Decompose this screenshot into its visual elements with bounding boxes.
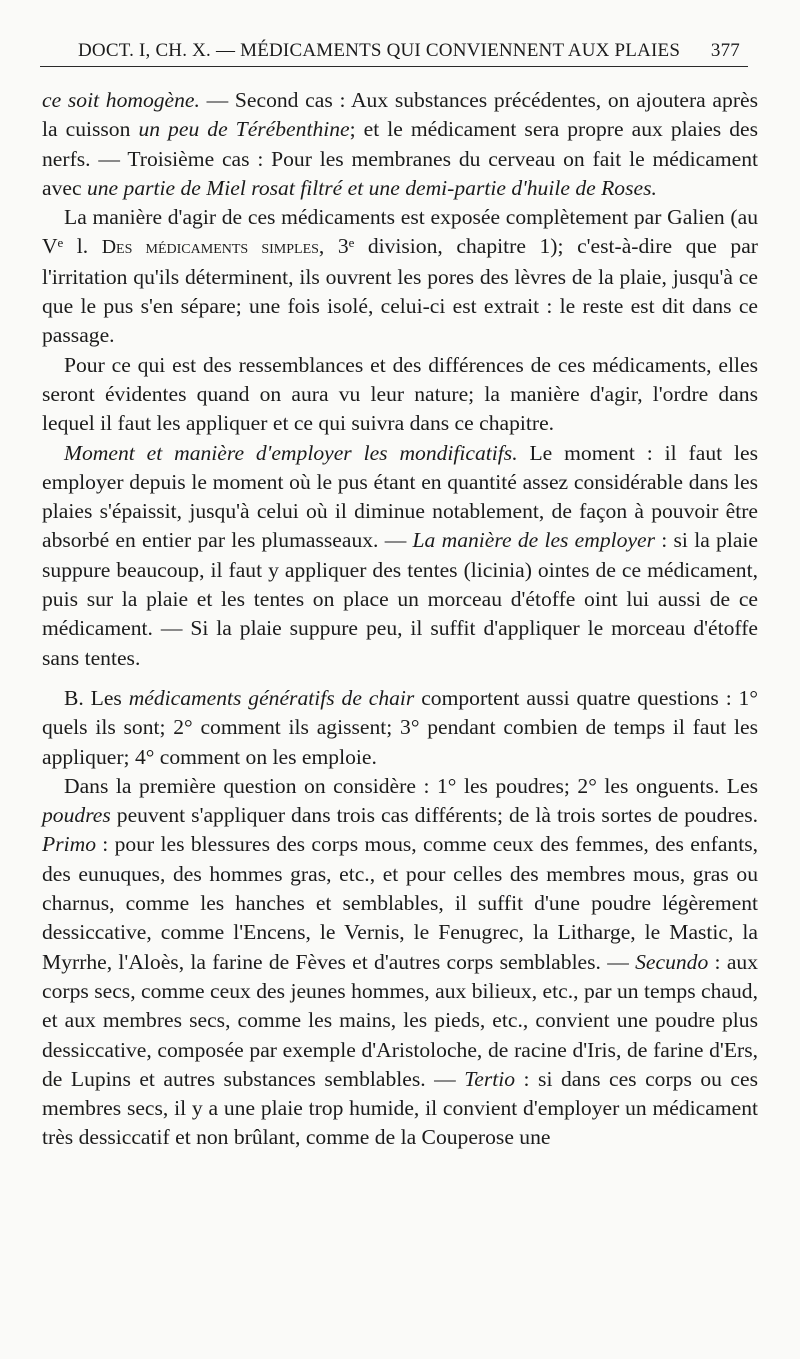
- italic-span: Primo: [42, 832, 96, 857]
- text-span: : si dans ces corps ou ces membres secs, il y a une plaie trop humide, il convient d'employer un médicament très dessiccatif et non brûlant, comme de la Couperose une: [42, 1066, 758, 1150]
- paragraph-3: Pour ce qui est des ressemblances et des différences de ces médicaments, elles seront évidentes quand on aura vu leur nature; la manière d'agir, l'ordre dans lequel il faut les appliquer et ce qui suivra dans ce chapitre.: [42, 352, 758, 436]
- text-span: : pour les blessures des corps mous, comme ceux des femmes, des enfants, des eunuques, des hommes gras, etc., et pour celles des membres mous, gras ou charnus, comme les hanches et semblables, il suffit d'une poudre légèrement dessiccative, comme l'Encens, le Vernis, le Fenugrec, la Litharge, le Mastic, la Myrrhe, l'Aloès, la farine de Fèves et d'autres corps semblables. —: [42, 832, 758, 974]
- text-span: — Second cas : Aux substances précédentes, on ajoutera après la cuisson: [42, 88, 758, 142]
- running-title: DOCT. I, CH. X. — MÉDICAMENTS QUI CONVIENNENT AUX PLAIES: [78, 40, 681, 61]
- italic-span: Moment et manière d'employer les mondificatifs.: [64, 440, 518, 465]
- italic-span: poudres: [42, 803, 111, 828]
- italic-span: ce soit homogène.: [42, 88, 200, 112]
- page-number: 377: [710, 40, 740, 61]
- body-text: [42, 86, 758, 1153]
- italic-span: Secundo: [635, 949, 709, 974]
- paragraph-1: [42, 86, 758, 203]
- text-span: peuvent s'appliquer dans trois cas différents; de là trois sortes de poudres.: [110, 803, 758, 828]
- text-span: comportent aussi quatre questions : 1° quels ils sont; 2° comment ils agissent; 3° pendant combien de temps il faut les appliquer; 4° comment on les emploie.: [42, 685, 758, 769]
- text-span: Dans la première question on considère : 1° les poudres; 2° les onguents. Les: [64, 773, 758, 798]
- text-span: : aux corps secs, comme ceux des jeunes hommes, aux bilieux, etc., par un temps chaud, et aux membres secs, comme les mains, les pieds, etc., convient une poudre plus dessiccative, composée par exemple d'Aristoloche, de racine d'Iris, de farine d'Ers, de Lupins et autres substances semblables. —: [42, 949, 758, 1091]
- text-span: : si la plaie suppure beaucoup, il faut y appliquer des tentes (licinia) ointes de ce médicament, puis sur la plaie et les tentes on place un morceau d'étoffe oint lui aussi de ce médicament. — Si la plaie suppure peu, il suffit d'appliquer le morceau d'étoffe sans tentes.: [42, 528, 758, 670]
- text-span: , 3ᵉ division, chapitre 1); c'est-à-dire que par l'irritation qu'ils déterminent, ils ouvrent les pores des lèvres de la plaie, jusqu'à ce que le pus s'en sépare; une fois isolé, celui-ci est extrait : le reste est dit dans ce passage.: [42, 234, 758, 348]
- smallcaps-span: Des médicaments simples: [101, 236, 319, 259]
- text-span: Le moment : il faut les employer depuis le moment où le pus étant en quantité assez considérable dans les plaies s'épaissit, jusqu'à celui où il diminue notablement, de façon à pouvoir être absorbé en entier par les plumasseaux. —: [42, 440, 758, 553]
- italic-span: une partie de Miel rosat filtré et une demi-partie d'huile de Roses.: [86, 175, 657, 200]
- paragraph-4: [42, 439, 758, 673]
- text-span: ; et le médicament sera propre aux plaies des nerfs. — Troisième cas : Pour les membranes du cerveau on fait le médicament avec: [42, 117, 759, 200]
- italic-span: La manière de les employer: [412, 528, 656, 553]
- text-span: B. Les: [64, 685, 129, 710]
- paragraph-5: [42, 684, 758, 772]
- paragraph-6: [42, 772, 758, 1153]
- text-span: La manière d'agir de ces médicaments est exposée complètement par Galien (au Vᵉ l.: [42, 205, 758, 259]
- running-header: [40, 26, 740, 62]
- paragraph-2: [42, 203, 758, 350]
- italic-span: médicaments génératifs de chair: [128, 685, 415, 710]
- italic-span: Tertio: [464, 1066, 516, 1091]
- italic-span: un peu de Térébenthine: [138, 117, 350, 142]
- header-rule: [40, 66, 748, 67]
